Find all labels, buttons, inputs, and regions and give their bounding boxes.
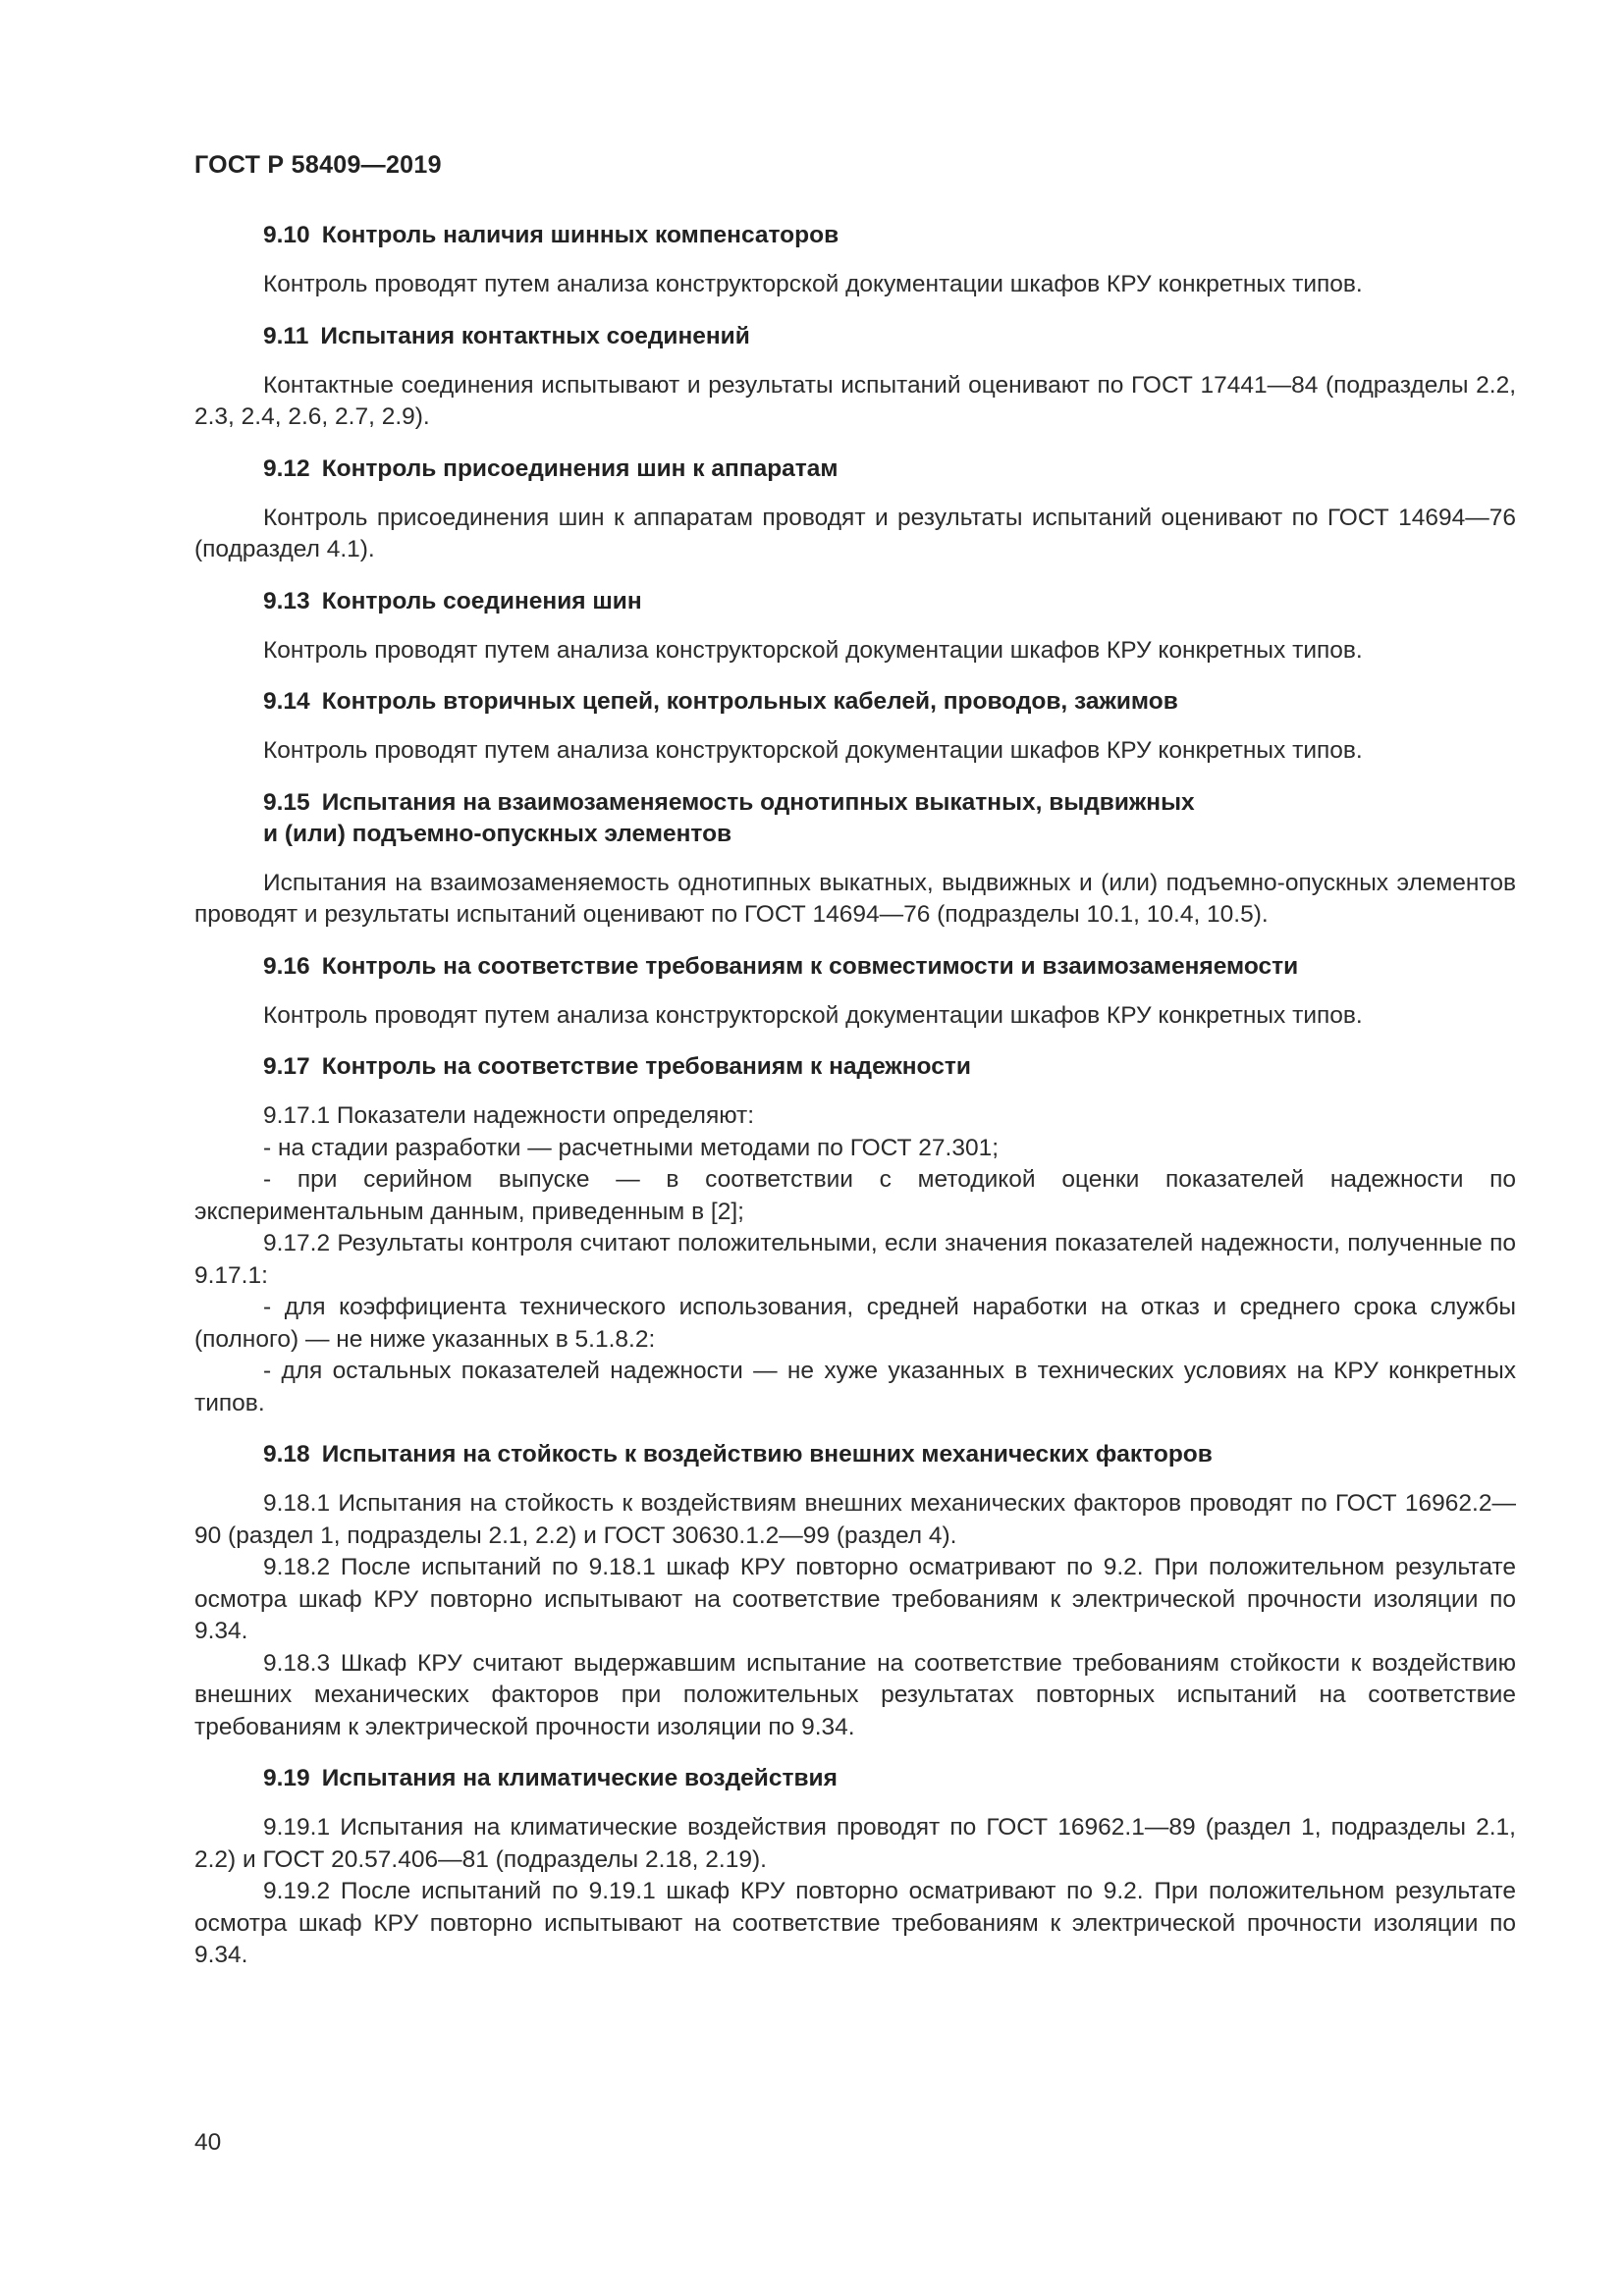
section-title [194,951,1516,983]
section-title [194,1439,1516,1470]
paragraph: 9.18.2 После испытаний по 9.18.1 шкаф КРУ повторно осматривают по 9.2. При положительном результате осмотра шкаф КРУ повторно испытывают на соответствие требованиям к электрической прочности изоляции по 9.34. [194,1554,1516,1644]
list-item: - для остальных показателей надежности — не хуже указанных в технических условиях на КРУ конкретных типов. [194,1358,1516,1416]
section-title-text: Контроль вторичных цепей, контрольных кабелей, проводов, зажимов [321,688,1178,715]
list-item: - на стадии разработки — расчетными методами по ГОСТ 27.301; [263,1134,1000,1161]
section-title [194,686,1516,718]
paragraph: 9.19.1 Испытания на климатические воздействия проводят по ГОСТ 16962.1—89 (раздел 1, подразделы 2.1, 2.2) и ГОСТ 20.57.406—81 (подразделы 2.18, 2.19). [194,1814,1516,1873]
section-title-text: Испытания контактных соединений [320,322,750,349]
section-title [194,1051,1516,1083]
paragraph: 9.18.1 Испытания на стойкость к воздействиям внешних механических факторов проводят по ГОСТ 16962.2—90 (раздел 1, подразделы 2.1, 2.2) и ГОСТ 30630.1.2—99 (раздел 4). [194,1490,1516,1549]
paragraph: Контроль проводят путем анализа конструкторской документации шкафов КРУ конкретных типов. [263,737,1363,764]
section-number: 9.13 [263,587,310,614]
section-title [194,1763,1516,1794]
section-9-18 [194,1439,1516,1743]
paragraph: Контроль присоединения шин к аппаратам проводят и результаты испытаний оценивают по ГОСТ 14694—76 (подраздел 4.1). [194,504,1516,562]
paragraph: Контроль проводят путем анализа конструкторской документации шкафов КРУ конкретных типов. [263,636,1363,664]
section-number: 9.12 [263,454,310,482]
list-item: - при серийном выпуске — в соответствии с методикой оценки показателей надежности по экспериментальным данным, приведенным в [2]; [194,1166,1516,1225]
section-9-19 [194,1763,1516,1972]
paragraph: Контроль проводят путем анализа конструкторской документации шкафов КРУ конкретных типов. [263,1001,1363,1029]
section-9-16 [194,951,1516,1033]
section-9-10 [194,220,1516,301]
paragraph: 9.19.2 После испытаний по 9.19.1 шкаф КРУ повторно осматривают по 9.2. При положительном результате осмотра шкаф КРУ повторно испытывают на соответствие требованиям к электрической прочности изоляции по 9.34. [194,1878,1516,1968]
section-title-text: Контроль на соответствие требованиям к надежности [321,1053,971,1080]
section-title [194,586,1516,617]
section-number: 9.19 [263,1765,310,1791]
section-9-17 [194,1051,1516,1419]
section-title-text: Испытания на взаимозаменяемость однотипных выкатных, выдвижных [321,788,1195,816]
list-item: - для коэффициента технического использования, средней наработки на отказ и среднего срока службы (полного) — не ниже указанных в 5.1.8.2: [194,1294,1516,1353]
paragraph: 9.17.1 Показатели надежности определяют: [263,1102,755,1129]
section-title-text: Контроль присоединения шин к аппаратам [321,454,839,482]
paragraph: Контроль проводят путем анализа конструкторской документации шкафов КРУ конкретных типов. [263,271,1363,297]
section-title [194,454,1516,485]
section-number: 9.14 [263,688,310,715]
section-9-12 [194,454,1516,566]
page-number: 40 [194,2129,222,2156]
section-number: 9.10 [263,222,310,248]
paragraph: 9.18.3 Шкаф КРУ считают выдержавшим испытание на соответствие требованиям стойкости к воздействию внешних механических факторов при положительных результатах повторных испытаний на соответствие требованиям к электрической прочности изоляции по 9.34. [194,1649,1516,1740]
section-title-text: Контроль на соответствие требованиям к совместимости и взаимозаменяемости [321,952,1299,980]
section-title [194,787,1516,850]
section-9-15 [194,787,1516,932]
section-title-text-line2: и (или) подъемно-опускных элементов [263,820,732,847]
section-9-11 [194,321,1516,434]
document-body [194,220,1516,1972]
section-number: 9.18 [263,1441,310,1468]
document-header: ГОСТ Р 58409—2019 [194,151,442,179]
section-number: 9.15 [263,788,310,816]
paragraph: Контактные соединения испытывают и результаты испытаний оценивают по ГОСТ 17441—84 (подразделы 2.2, 2.3, 2.4, 2.6, 2.7, 2.9). [194,371,1516,430]
paragraph: 9.17.2 Результаты контроля считают положительными, если значения показателей надежности, полученные по 9.17.1: [194,1230,1516,1289]
section-9-14 [194,686,1516,768]
section-number: 9.16 [263,952,310,980]
section-title-text: Контроль наличия шинных компенсаторов [321,222,839,248]
section-9-13 [194,586,1516,667]
section-title-text: Контроль соединения шин [321,587,642,614]
paragraph: Испытания на взаимозаменяемость однотипных выкатных, выдвижных и (или) подъемно-опускных элементов проводят и результаты испытаний оценивают по ГОСТ 14694—76 (подразделы 10.1, 10.4, 10.5). [194,869,1516,928]
section-title [194,220,1516,251]
document-page [194,0,1516,2296]
section-title [194,321,1516,352]
section-title-text: Испытания на климатические воздействия [321,1765,838,1791]
section-title-text: Испытания на стойкость к воздействию внешних механических факторов [321,1441,1213,1468]
section-number: 9.17 [263,1053,310,1080]
section-number: 9.11 [263,322,309,349]
